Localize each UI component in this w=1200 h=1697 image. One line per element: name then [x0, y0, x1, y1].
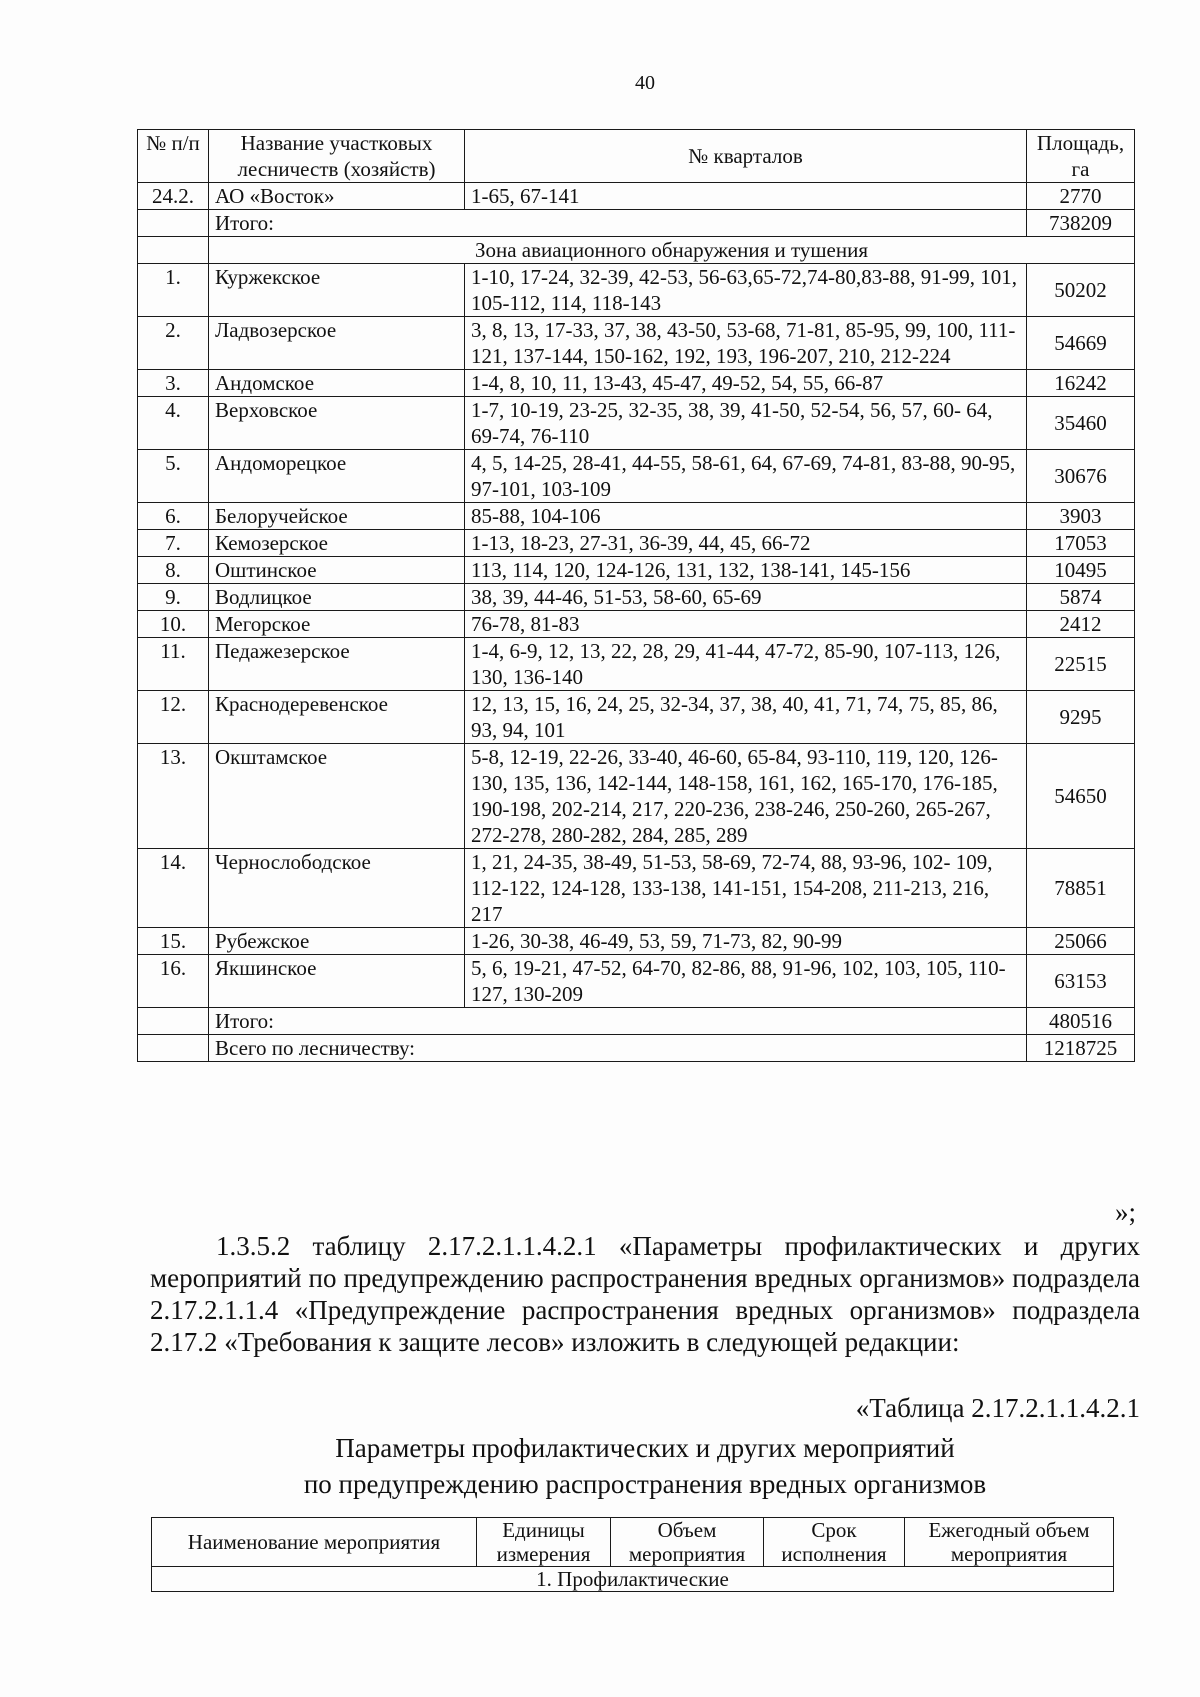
- row-num: 7.: [138, 530, 209, 557]
- subtotal-row: [138, 1008, 1135, 1035]
- row-num: 15.: [138, 928, 209, 955]
- grand-total-label: Всего по лесничеству:: [209, 1035, 1027, 1062]
- row-name: Педажезерское: [209, 638, 465, 691]
- subtotal-row: [138, 210, 1135, 237]
- row-area: 50202: [1027, 264, 1135, 317]
- table-row: [138, 849, 1135, 928]
- table-label: «Таблица 2.17.2.1.1.4.2.1: [855, 1393, 1140, 1423]
- row-num: 10.: [138, 611, 209, 638]
- row-name: Оштинское: [209, 557, 465, 584]
- grand-total-area: 1218725: [1027, 1035, 1135, 1062]
- zone-heading: Зона авиационного обнаружения и тушения: [209, 237, 1135, 264]
- row-area: 5874: [1027, 584, 1135, 611]
- row-quarters: 38, 39, 44-46, 51-53, 58-60, 65-69: [465, 584, 1027, 611]
- row-area: 35460: [1027, 397, 1135, 450]
- row-name: АО «Восток»: [209, 183, 465, 210]
- row-area: 2412: [1027, 611, 1135, 638]
- empty-cell: [138, 1035, 209, 1062]
- header-units: Единицы измерения: [477, 1518, 611, 1567]
- empty-cell: [138, 1008, 209, 1035]
- row-name: Андомское: [209, 370, 465, 397]
- row-name: Окштамское: [209, 744, 465, 849]
- table-row: [138, 450, 1135, 503]
- page-number: 40: [635, 72, 655, 94]
- row-name: Верховское: [209, 397, 465, 450]
- section-row: [152, 1567, 1114, 1592]
- row-num: 8.: [138, 557, 209, 584]
- forestry-quarters-table: [137, 129, 1135, 1062]
- row-num: 12.: [138, 691, 209, 744]
- table-row: [138, 691, 1135, 744]
- header-num: № п/п: [138, 130, 209, 183]
- row-quarters: 1-7, 10-19, 23-25, 32-35, 38, 39, 41-50, 52-54, 56, 57, 60- 64, 69-74, 76-110: [465, 397, 1027, 450]
- row-num: 1.: [138, 264, 209, 317]
- table-row: [138, 183, 1135, 210]
- row-num: 2.: [138, 317, 209, 370]
- row-area: 54650: [1027, 744, 1135, 849]
- header-quarters: № кварталов: [465, 130, 1027, 183]
- row-area: 3903: [1027, 503, 1135, 530]
- row-area: 25066: [1027, 928, 1135, 955]
- table-row: [138, 503, 1135, 530]
- subtotal-label: Итого:: [209, 1008, 1027, 1035]
- table-row: [138, 584, 1135, 611]
- row-num: 5.: [138, 450, 209, 503]
- measures-table: [151, 1517, 1114, 1592]
- row-num: 14.: [138, 849, 209, 928]
- row-area: 30676: [1027, 450, 1135, 503]
- row-name: Белоручейское: [209, 503, 465, 530]
- row-quarters: 3, 8, 13, 17-33, 37, 38, 43-50, 53-68, 71-81, 85-95, 99, 100, 111-121, 137-144, 150-162, 192, 193, 196-207, 210, 212-224: [465, 317, 1027, 370]
- row-quarters: 113, 114, 120, 124-126, 131, 132, 138-141, 145-156: [465, 557, 1027, 584]
- section-heading: 1. Профилактические: [152, 1567, 1114, 1592]
- row-name: Ладвозерское: [209, 317, 465, 370]
- row-area: 78851: [1027, 849, 1135, 928]
- row-num: 13.: [138, 744, 209, 849]
- amendment-paragraph: 1.3.5.2 таблицу 2.17.2.1.1.4.2.1 «Параметры профилактических и других мероприятий по предупреждению распространения вредных организмов» подраздела 2.17.2.1.1.4 «Предупреждение распространения вредных организмов» подраздела 2.17.2 «Требования к защите лесов» изложить в следующей редакции:: [150, 1231, 1140, 1357]
- row-quarters: 1-26, 30-38, 46-49, 53, 59, 71-73, 82, 90-99: [465, 928, 1027, 955]
- row-area: 54669: [1027, 317, 1135, 370]
- row-num: 9.: [138, 584, 209, 611]
- row-num: 24.2.: [138, 183, 209, 210]
- empty-cell: [138, 237, 209, 264]
- subtotal-label: Итого:: [209, 210, 1027, 237]
- table-row: [138, 264, 1135, 317]
- row-area: 22515: [1027, 638, 1135, 691]
- header-annual-volume: Ежегодный объем мероприятия: [905, 1518, 1114, 1567]
- row-quarters: 1-4, 8, 10, 11, 13-43, 45-47, 49-52, 54, 55, 66-87: [465, 370, 1027, 397]
- row-quarters: 5, 6, 19-21, 47-52, 64-70, 82-86, 88, 91-96, 102, 103, 105, 110-127, 130-209: [465, 955, 1027, 1008]
- header-term: Срок исполнения: [764, 1518, 905, 1567]
- row-num: 11.: [138, 638, 209, 691]
- table-title-line-2: по предупреждению распространения вредных организмов: [303, 1469, 987, 1499]
- row-num: 3.: [138, 370, 209, 397]
- table-row: [138, 638, 1135, 691]
- row-name: Мегорское: [209, 611, 465, 638]
- table-row: [138, 530, 1135, 557]
- zone-heading-row: [138, 237, 1135, 264]
- header-name: Название участковых лесничеств (хозяйств): [209, 130, 465, 183]
- table-title-line-1: Параметры профилактических и других мероприятий: [335, 1433, 955, 1463]
- table-title: [0, 1430, 1200, 1502]
- row-name: Якшинское: [209, 955, 465, 1008]
- row-name: Рубежское: [209, 928, 465, 955]
- table-row: [138, 955, 1135, 1008]
- row-quarters: 5-8, 12-19, 22-26, 33-40, 46-60, 65-84, 93-110, 119, 120, 126-130, 135, 136, 142-144, 148-158, 161, 162, 165-170, 176-185, 190-198, 202-214, 217, 220-236, 238-246, 250-260, 265-267, 272-278, 280-282, 284, 285, 289: [465, 744, 1027, 849]
- row-name: Куржекское: [209, 264, 465, 317]
- row-quarters: 12, 13, 15, 16, 24, 25, 32-34, 37, 38, 40, 41, 71, 74, 75, 85, 86, 93, 94, 101: [465, 691, 1027, 744]
- row-area: 2770: [1027, 183, 1135, 210]
- table-row: [138, 611, 1135, 638]
- table-row: [138, 557, 1135, 584]
- row-quarters: 1, 21, 24-35, 38-49, 51-53, 58-69, 72-74, 88, 93-96, 102- 109, 112-122, 124-128, 133-138, 141-151, 154-208, 211-213, 216, 217: [465, 849, 1027, 928]
- table-row: [138, 317, 1135, 370]
- table-row: [138, 370, 1135, 397]
- row-quarters: 4, 5, 14-25, 28-41, 44-55, 58-61, 64, 67-69, 74-81, 83-88, 90-95, 97-101, 103-109: [465, 450, 1027, 503]
- header-area: Площадь, га: [1027, 130, 1135, 183]
- table-header-row: [152, 1518, 1114, 1567]
- row-area: 10495: [1027, 557, 1135, 584]
- row-area: 17053: [1027, 530, 1135, 557]
- header-measure-name: Наименование мероприятия: [152, 1518, 477, 1567]
- row-area: 16242: [1027, 370, 1135, 397]
- row-num: 4.: [138, 397, 209, 450]
- row-area: 63153: [1027, 955, 1135, 1008]
- table-row: [138, 744, 1135, 849]
- row-area: 9295: [1027, 691, 1135, 744]
- subtotal-area: 480516: [1027, 1008, 1135, 1035]
- row-quarters: 76-78, 81-83: [465, 611, 1027, 638]
- row-name: Кемозерское: [209, 530, 465, 557]
- row-quarters: 85-88, 104-106: [465, 503, 1027, 530]
- subtotal-area: 738209: [1027, 210, 1135, 237]
- row-quarters: 1-10, 17-24, 32-39, 42-53, 56-63,65-72,74-80,83-88, 91-99, 101, 105-112, 114, 118-143: [465, 264, 1027, 317]
- row-num: 6.: [138, 503, 209, 530]
- closing-quote: »;: [1114, 1197, 1136, 1227]
- row-name: Чернослободское: [209, 849, 465, 928]
- table-row: [138, 928, 1135, 955]
- row-name: Андоморецкое: [209, 450, 465, 503]
- empty-cell: [138, 210, 209, 237]
- row-name: Краснодеревенское: [209, 691, 465, 744]
- row-num: 16.: [138, 955, 209, 1008]
- table-header-row: [138, 130, 1135, 183]
- row-quarters: 1-4, 6-9, 12, 13, 22, 28, 29, 41-44, 47-72, 85-90, 107-113, 126, 130, 136-140: [465, 638, 1027, 691]
- row-quarters: 1-13, 18-23, 27-31, 36-39, 44, 45, 66-72: [465, 530, 1027, 557]
- header-volume: Объем мероприятия: [611, 1518, 764, 1567]
- row-quarters: 1-65, 67-141: [465, 183, 1027, 210]
- grand-total-row: [138, 1035, 1135, 1062]
- table-row: [138, 397, 1135, 450]
- row-name: Водлицкое: [209, 584, 465, 611]
